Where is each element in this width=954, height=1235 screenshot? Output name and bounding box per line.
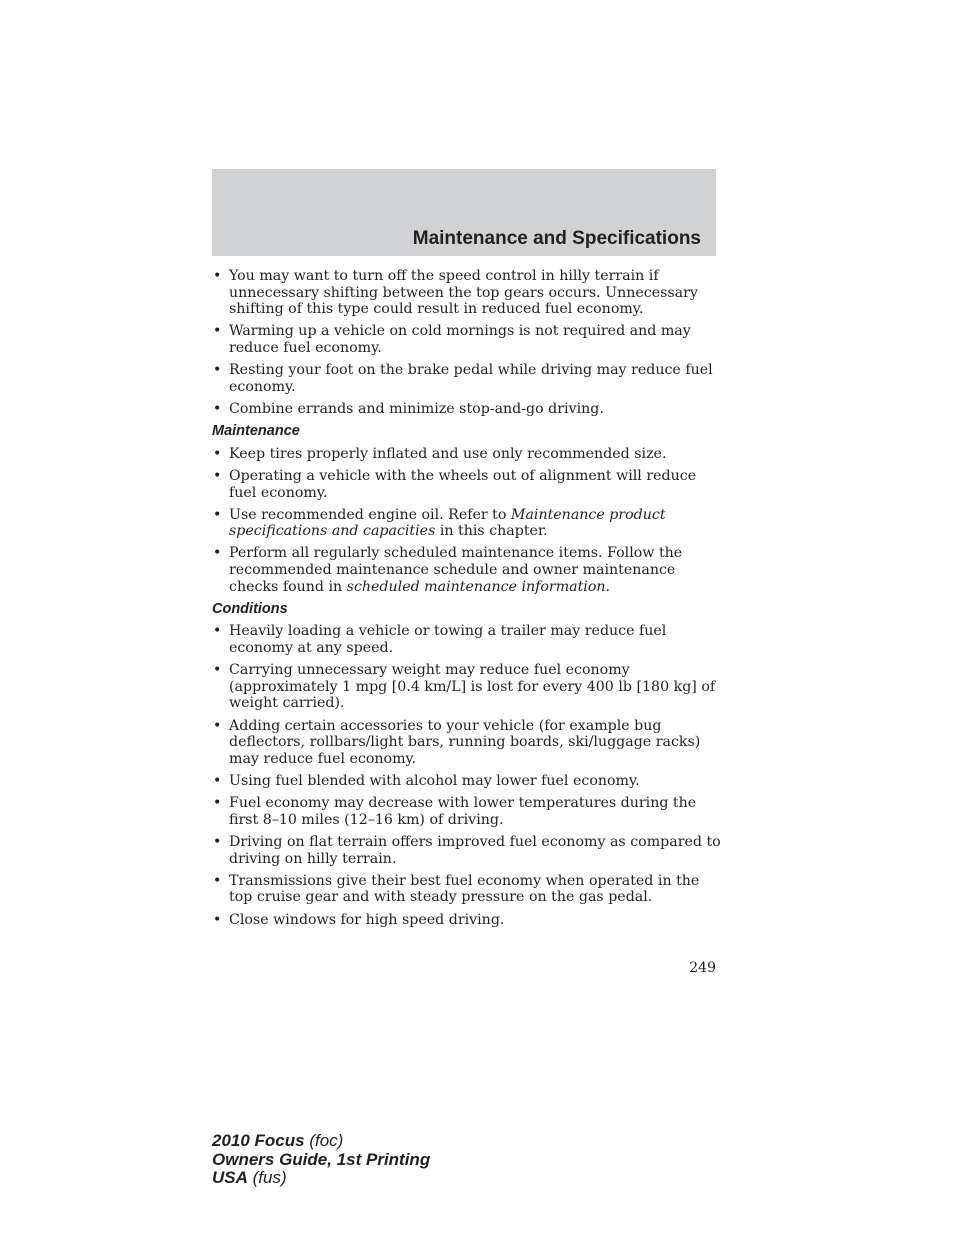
section-header-band — [212, 169, 716, 256]
conditions-bullet-list — [212, 623, 722, 928]
footer-market: USA — [212, 1168, 248, 1187]
list-item: • Keep tires properly inflated and use only recommended size. — [212, 446, 722, 463]
footer-printing: Owners Guide, 1st Printing — [212, 1149, 431, 1169]
list-item-text: Use recommended engine oil. Refer to — [229, 506, 511, 523]
list-item: • Carrying unnecessary weight may reduce fuel economy (approximately 1 mpg [0.4 km/L] is lost for every 400 lb [180 kg] of weight carried). — [212, 662, 722, 712]
list-item: • Transmissions give their best fuel economy when operated in the top cruise gear and with steady pressure on the gas pedal. — [212, 873, 722, 906]
footer-market-code: (fus) — [247, 1168, 287, 1187]
document-footer — [212, 1132, 430, 1188]
list-item: • Close windows for high speed driving. — [212, 912, 722, 929]
list-item: • Driving on flat terrain offers improved fuel economy as compared to driving on hilly terrain. — [212, 834, 722, 867]
footer-model-code: (foc) — [304, 1131, 344, 1150]
page-content — [212, 268, 722, 934]
list-item: • You may want to turn off the speed control in hilly terrain if unnecessary shifting between the top gears occurs. Unnecessary shifting of this type could result in reduced fuel economy. — [212, 268, 722, 318]
list-item: • Resting your foot on the brake pedal while driving may reduce fuel economy. — [212, 362, 722, 395]
list-item — [212, 507, 722, 540]
maintenance-bullet-list — [212, 446, 722, 596]
cross-reference: Maintenance product specifications and capacities — [229, 506, 666, 540]
footer-line-printing — [212, 1151, 430, 1170]
list-item: • Fuel economy may decrease with lower temperatures during the first 8–10 miles (12–16 km) of driving. — [212, 795, 722, 828]
cross-reference: scheduled maintenance information. — [346, 578, 611, 595]
section-title: Maintenance and Specifications — [412, 228, 701, 249]
intro-bullet-list — [212, 268, 722, 418]
footer-line-model — [212, 1132, 430, 1151]
maintenance-heading: Maintenance — [212, 423, 300, 440]
list-item: • Heavily loading a vehicle or towing a trailer may reduce fuel economy at any speed. — [212, 623, 722, 656]
footer-model: 2010 Focus — [212, 1131, 305, 1150]
page-number: 249 — [689, 960, 716, 976]
list-item: • Warming up a vehicle on cold mornings is not required and may reduce fuel economy. — [212, 323, 722, 356]
list-item: • Adding certain accessories to your vehicle (for example bug deflectors, rollbars/light bars, running boards, ski/luggage racks) may reduce fuel economy. — [212, 718, 722, 768]
footer-line-market — [212, 1169, 430, 1188]
list-item-text: in this chapter. — [435, 523, 548, 540]
list-item: • Combine errands and minimize stop-and-go driving. — [212, 401, 722, 418]
list-item: • Operating a vehicle with the wheels out of alignment will reduce fuel economy. — [212, 468, 722, 501]
list-item-text: Perform all regularly scheduled maintenance items. Follow the recommended maintenance schedule and owner maintenance checks found in — [229, 545, 683, 595]
list-item — [212, 545, 722, 595]
conditions-heading: Conditions — [212, 600, 288, 617]
list-item: • Using fuel blended with alcohol may lower fuel economy. — [212, 773, 722, 790]
